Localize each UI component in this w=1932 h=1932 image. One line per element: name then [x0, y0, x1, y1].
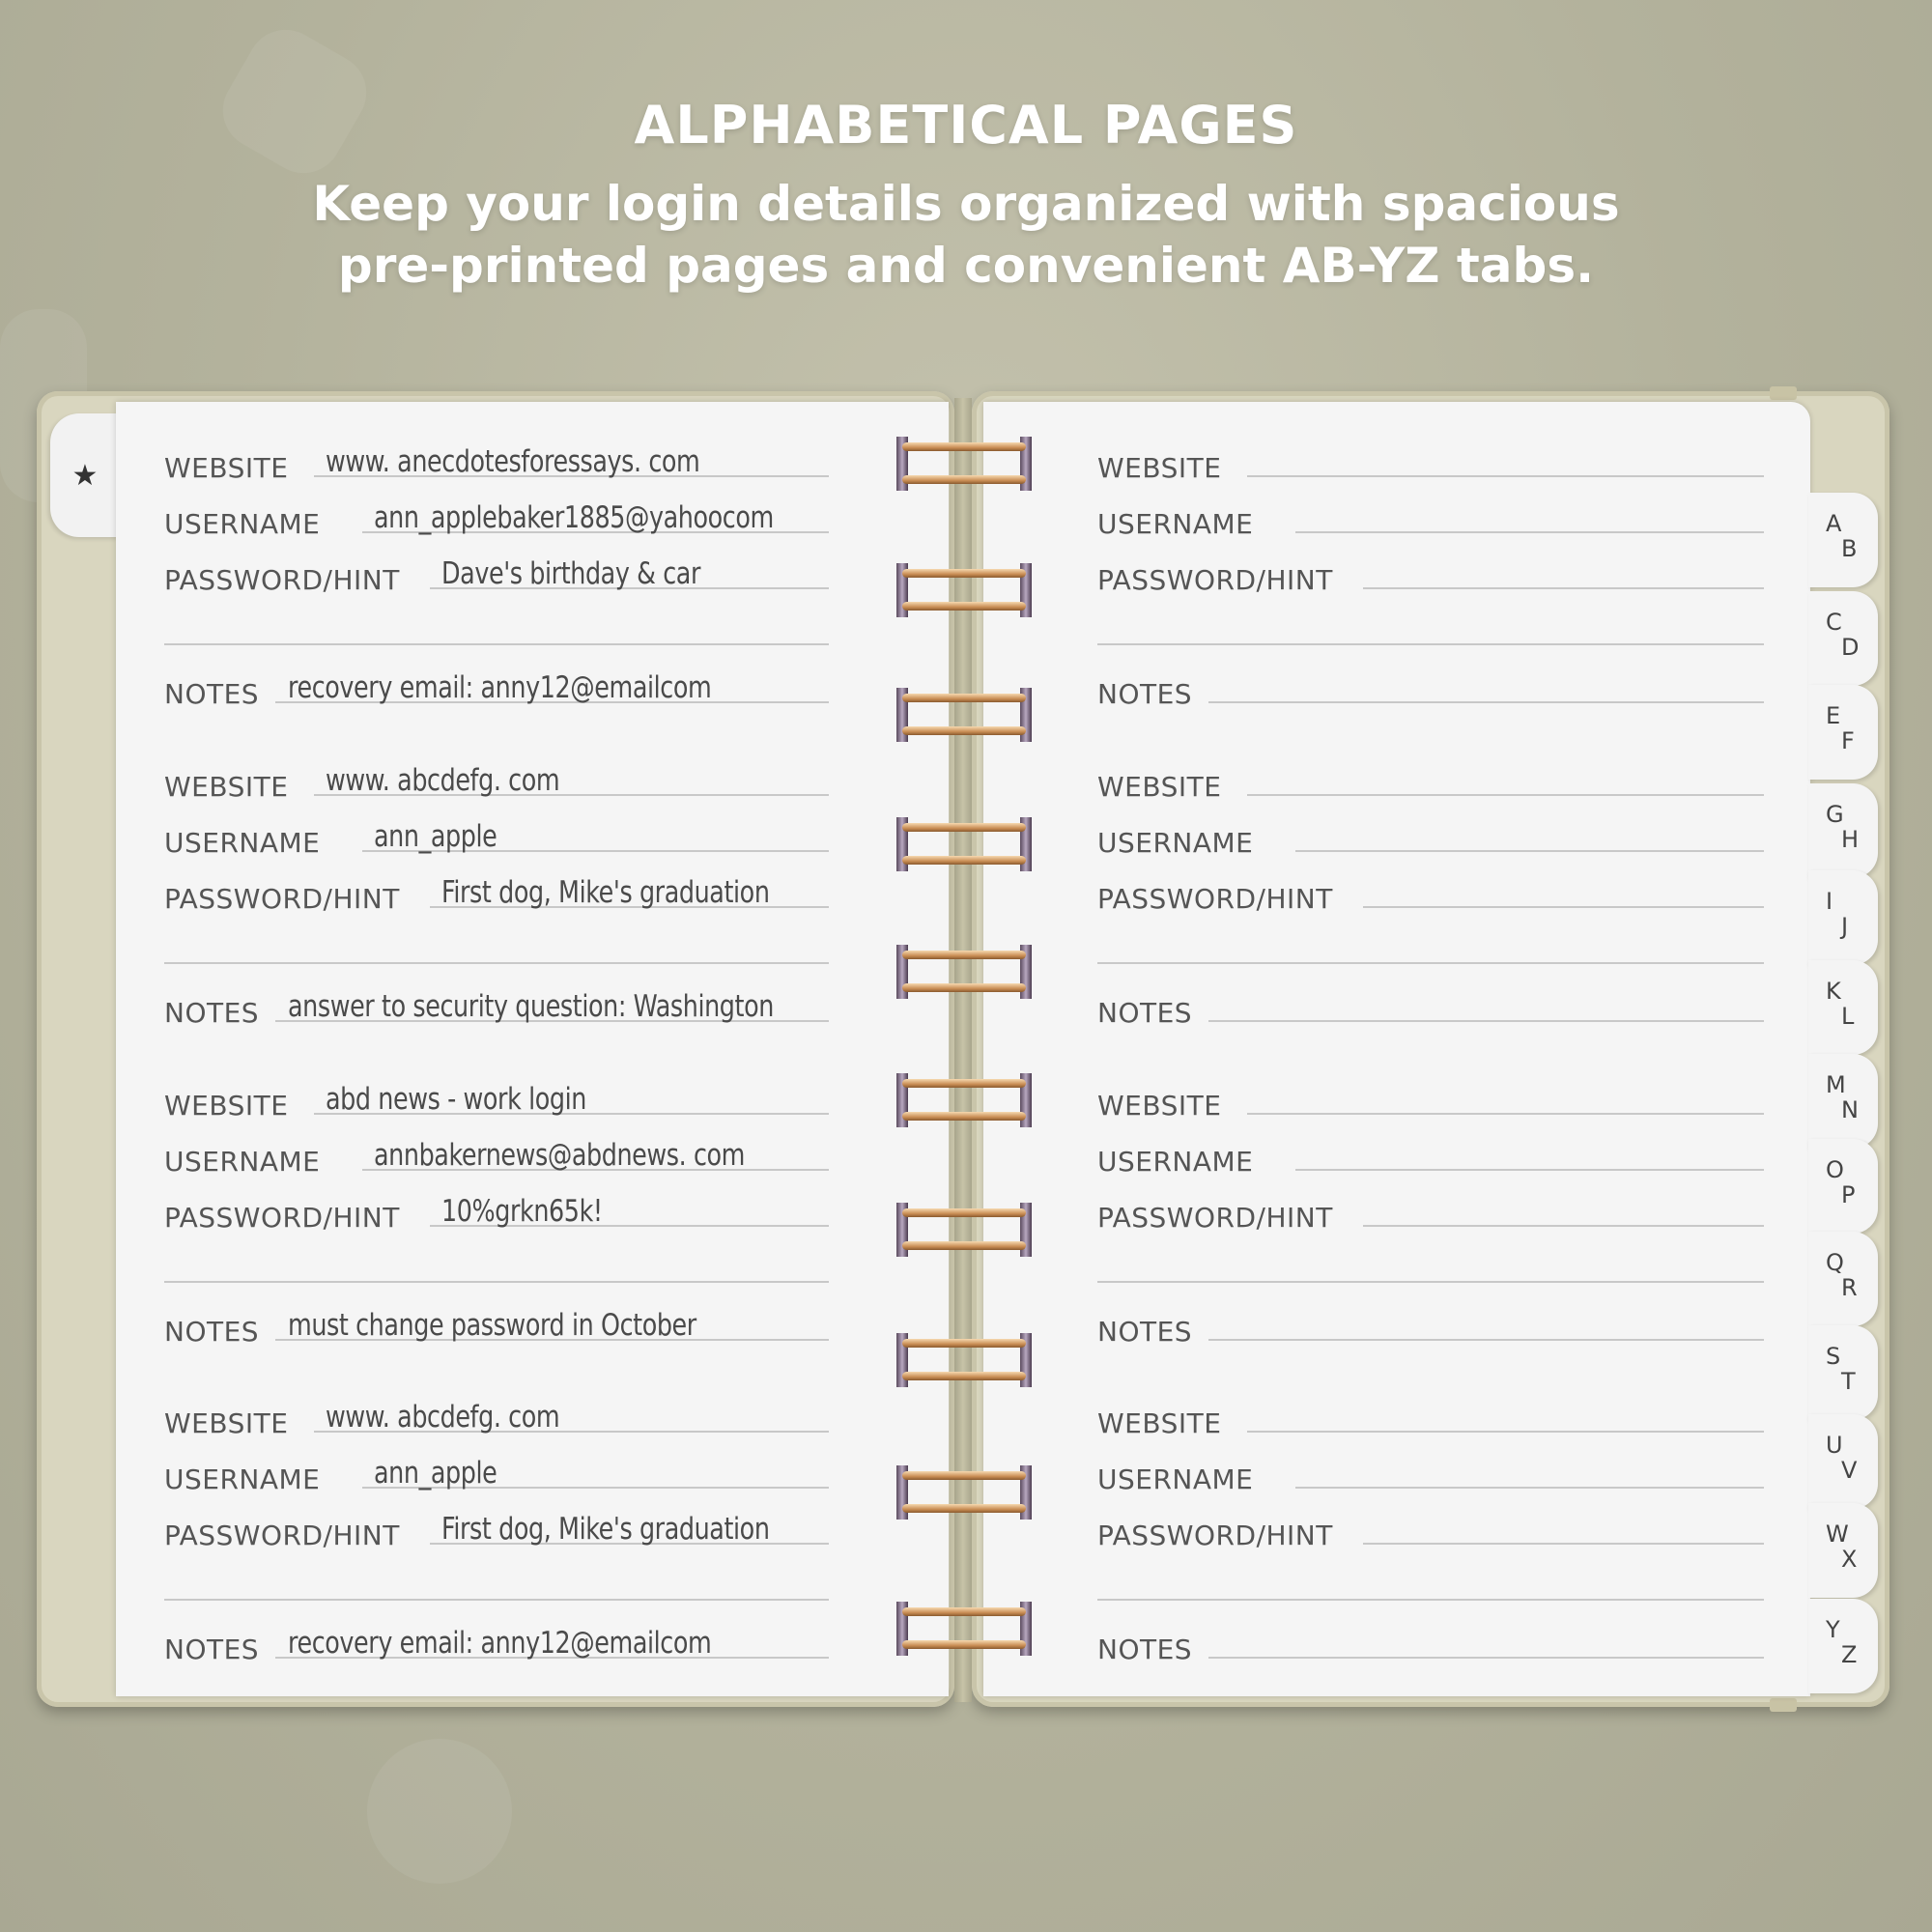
tab-kl[interactable] [1808, 960, 1878, 1055]
subtitle-line-1: Keep your login details organized with spacious [312, 176, 1620, 232]
username-value[interactable]: annbakernews@abdnews. com [374, 1138, 746, 1173]
tab-ab[interactable] [1808, 493, 1878, 587]
website-label: WEBSITE [164, 452, 289, 484]
notes-label: NOTES [164, 997, 260, 1029]
blank-line [164, 643, 829, 645]
left-page [116, 402, 949, 1696]
notes-label: NOTES [1097, 678, 1193, 710]
website-line [1247, 794, 1764, 796]
background-decoration [367, 1739, 512, 1884]
tab-letter: K [1826, 978, 1841, 1005]
tab-letter: C [1826, 609, 1842, 636]
notes-label: NOTES [164, 1634, 260, 1665]
blank-line [164, 1281, 829, 1283]
tab-op[interactable] [1808, 1139, 1878, 1234]
ring-wire [902, 1241, 1026, 1250]
notes-value[interactable]: answer to security question: Washington [288, 989, 774, 1024]
subtitle-line-2: pre-printed pages and convenient AB-YZ tabs. [337, 238, 1595, 294]
notes-value[interactable]: must change password in October [288, 1308, 696, 1343]
page-title: ALPHABETICAL PAGES [634, 95, 1298, 156]
ring-wire [902, 602, 1026, 611]
right-page [983, 402, 1810, 1696]
website-label: WEBSITE [1097, 452, 1222, 484]
ring-wire [902, 1640, 1026, 1649]
tab-letter: O [1826, 1156, 1844, 1183]
elastic-band [1770, 1698, 1797, 1712]
ring-wire [902, 726, 1026, 735]
notes-label: NOTES [164, 1316, 260, 1348]
username-label: USERNAME [164, 508, 321, 540]
ring-wire [902, 1112, 1026, 1121]
tab-letter: U [1826, 1432, 1843, 1459]
tab-letter: A [1826, 510, 1842, 537]
tab-letter: Y [1826, 1616, 1840, 1643]
ring-icon [896, 437, 1032, 491]
ring-wire [902, 951, 1026, 959]
password-line [1363, 1543, 1764, 1545]
tab-letter: I [1826, 888, 1833, 915]
password-value[interactable]: 10%grkn65k! [441, 1194, 603, 1229]
password-label: PASSWORD/HINT [164, 564, 400, 596]
website-value[interactable]: abd news - work login [326, 1082, 586, 1117]
favorites-tab[interactable] [50, 413, 120, 537]
username-line [1295, 1169, 1764, 1171]
tab-letter: W [1826, 1520, 1849, 1548]
website-label: WEBSITE [164, 1090, 289, 1122]
tab-mn[interactable] [1808, 1054, 1878, 1149]
notes-label: NOTES [1097, 997, 1193, 1029]
username-value[interactable]: ann_applebaker1885@yahoocom [374, 500, 774, 535]
ring-wire [902, 983, 1026, 992]
username-label: USERNAME [164, 827, 321, 859]
username-label: USERNAME [1097, 508, 1254, 540]
ring-icon [896, 1203, 1032, 1257]
username-line [1295, 850, 1764, 852]
password-value[interactable]: First dog, Mike's graduation [441, 875, 770, 910]
username-value[interactable]: ann_apple [374, 1456, 497, 1491]
tab-letter: H [1841, 826, 1860, 853]
website-line [1247, 1113, 1764, 1115]
password-label: PASSWORD/HINT [164, 1202, 400, 1234]
blank-line [1097, 962, 1764, 964]
ring-wire [902, 1339, 1026, 1348]
password-line [1363, 1225, 1764, 1227]
password-label: PASSWORD/HINT [164, 1520, 400, 1551]
notes-label: NOTES [1097, 1634, 1193, 1665]
website-value[interactable]: www. abcdefg. com [326, 763, 560, 798]
username-label: USERNAME [1097, 1463, 1254, 1495]
tab-gh[interactable] [1808, 783, 1878, 878]
tab-letter: G [1826, 801, 1844, 828]
tab-qr[interactable] [1808, 1232, 1878, 1326]
ring-wire [902, 1607, 1026, 1616]
tab-st[interactable] [1808, 1325, 1878, 1420]
tab-letter: Z [1841, 1641, 1858, 1668]
tab-letter: D [1841, 634, 1860, 661]
blank-line [1097, 643, 1764, 645]
password-label: PASSWORD/HINT [1097, 564, 1333, 596]
tab-letter: T [1841, 1368, 1856, 1395]
tab-letter: E [1826, 702, 1841, 729]
tab-ij[interactable] [1808, 870, 1878, 965]
website-line [1247, 1431, 1764, 1433]
notes-value[interactable]: recovery email: anny12@emailcom [288, 1626, 712, 1661]
tab-letter: N [1841, 1096, 1859, 1123]
ring-icon [896, 1465, 1032, 1520]
tab-letter: X [1841, 1546, 1858, 1573]
ring-icon [896, 945, 1032, 999]
password-label: PASSWORD/HINT [164, 883, 400, 915]
tab-yz[interactable] [1808, 1599, 1878, 1693]
password-label: PASSWORD/HINT [1097, 883, 1333, 915]
ring-wire [902, 694, 1026, 702]
website-label: WEBSITE [164, 1407, 289, 1439]
username-label: USERNAME [164, 1463, 321, 1495]
elastic-band [1770, 386, 1797, 400]
tab-cd[interactable] [1808, 591, 1878, 686]
tab-ef[interactable] [1808, 685, 1878, 780]
tab-letter: J [1841, 913, 1849, 940]
notes-label: NOTES [1097, 1316, 1193, 1348]
star-icon: ★ [71, 458, 99, 493]
website-label: WEBSITE [1097, 1090, 1222, 1122]
password-line [1363, 906, 1764, 908]
notes-line [1208, 1657, 1764, 1659]
ring-icon [896, 688, 1032, 742]
ring-wire [902, 1208, 1026, 1217]
tab-wx[interactable] [1808, 1503, 1878, 1598]
notes-label: NOTES [164, 678, 260, 710]
website-line [1247, 475, 1764, 477]
website-value[interactable]: www. anecdotesforessays. com [326, 444, 700, 479]
notes-line [1208, 701, 1764, 703]
ring-icon [896, 817, 1032, 871]
ring-icon [896, 1602, 1032, 1656]
tab-letter: B [1841, 535, 1858, 562]
tab-uv[interactable] [1808, 1414, 1878, 1509]
ring-wire [902, 442, 1026, 451]
tab-letter: Q [1826, 1249, 1844, 1276]
notes-line [1208, 1339, 1764, 1341]
ring-wire [902, 475, 1026, 484]
ring-wire [902, 856, 1026, 865]
ring-wire [902, 823, 1026, 832]
tab-letter: L [1841, 1003, 1855, 1030]
website-label: WEBSITE [1097, 1407, 1222, 1439]
tab-letter: V [1841, 1457, 1858, 1484]
password-label: PASSWORD/HINT [1097, 1202, 1333, 1234]
website-value[interactable]: www. abcdefg. com [326, 1400, 560, 1435]
username-line [1295, 1487, 1764, 1489]
blank-line [164, 1599, 829, 1601]
ring-wire [902, 569, 1026, 578]
notes-value[interactable]: recovery email: anny12@emailcom [288, 670, 712, 705]
notes-line [1208, 1020, 1764, 1022]
tab-letter: S [1826, 1343, 1841, 1370]
ring-wire [902, 1079, 1026, 1088]
password-value[interactable]: Dave's birthday & car [441, 556, 701, 591]
username-line [1295, 531, 1764, 533]
username-label: USERNAME [1097, 1146, 1254, 1178]
blank-line [164, 962, 829, 964]
password-value[interactable]: First dog, Mike's graduation [441, 1512, 770, 1547]
tab-letter: P [1841, 1181, 1856, 1208]
ring-icon [896, 563, 1032, 617]
username-label: USERNAME [164, 1146, 321, 1178]
blank-line [1097, 1599, 1764, 1601]
tab-letter: F [1841, 727, 1855, 754]
ring-wire [902, 1471, 1026, 1480]
username-value[interactable]: ann_apple [374, 819, 497, 854]
ring-icon [896, 1073, 1032, 1127]
ring-wire [902, 1504, 1026, 1513]
website-label: WEBSITE [164, 771, 289, 803]
website-label: WEBSITE [1097, 771, 1222, 803]
blank-line [1097, 1281, 1764, 1283]
password-line [1363, 587, 1764, 589]
ring-wire [902, 1372, 1026, 1380]
tab-letter: R [1841, 1274, 1858, 1301]
username-label: USERNAME [1097, 827, 1254, 859]
password-label: PASSWORD/HINT [1097, 1520, 1333, 1551]
tab-letter: M [1826, 1071, 1846, 1098]
ring-icon [896, 1333, 1032, 1387]
